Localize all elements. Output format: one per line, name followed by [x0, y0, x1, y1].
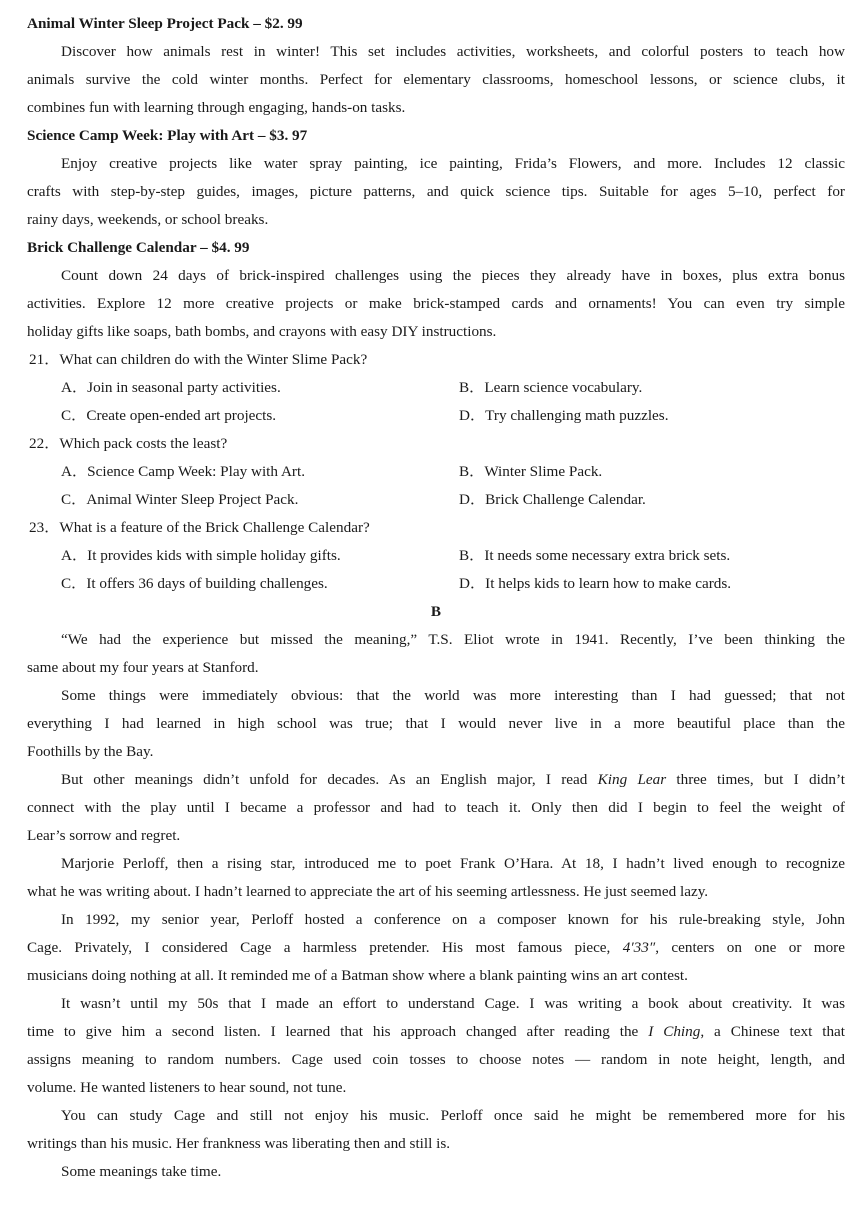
options-row — [27, 458, 845, 486]
paragraph-line: musicians doing nothing at all. It reminded me of a Batman show where a blank painting wins an art contest. — [27, 967, 688, 984]
question-stem-23: 23．What is a feature of the Brick Challenge Calendar? — [29, 519, 370, 536]
option-c: C．Create open-ended art projects. — [61, 407, 277, 424]
book-title: King Lear — [597, 771, 667, 788]
paragraph-line: In 1992, my senior year, Perloff hosted a conference on a composer known for his rule-breaking style, John — [61, 911, 845, 928]
paragraph-line: Some meanings take time. — [61, 1163, 222, 1180]
text-span: But other meanings didn’t unfold for decades. As an English major, I read — [61, 771, 598, 788]
paragraph-line: Marjorie Perloff, then a rising star, introduced me to poet Frank O’Hara. At 18, I hadn’t lived enough to recognize — [61, 855, 845, 872]
text-span: Cage. Privately, I considered Cage a harmless pretender. His most famous piece, — [27, 939, 623, 956]
paragraph-line: “We had the experience but missed the meaning,” T.S. Eliot wrote in 1941. Recently, I’ve been thinking the — [61, 631, 845, 648]
paragraph-line: everything I had learned in high school was true; that I would never live in a more beautiful place than the — [27, 715, 845, 732]
option-c: C．It offers 36 days of building challenges. — [61, 575, 328, 592]
text-span: , centers on one or more — [655, 939, 845, 956]
option-a: A．Science Camp Week: Play with Art. — [61, 463, 305, 480]
question-stem-22: 22．Which pack costs the least? — [29, 435, 228, 452]
paragraph-line: Some things were immediately obvious: that the world was more interesting than I had guessed; that not — [61, 687, 845, 704]
options-row — [27, 542, 845, 570]
paragraph-line: Discover how animals rest in winter! This set includes activities, worksheets, and colorful posters to teach how — [61, 43, 845, 60]
paragraph-line: animals survive the cold winter months. Perfect for elementary classrooms, homeschool lessons, or science clubs, it — [27, 71, 845, 88]
paragraph-line: Lear’s sorrow and regret. — [27, 827, 181, 844]
paragraph-line: holiday gifts like soaps, bath bombs, and crayons with easy DIY instructions. — [27, 323, 497, 340]
paragraph-line: Count down 24 days of brick-inspired challenges using the pieces they already have in boxes, plus extra bonus — [61, 267, 845, 284]
paragraph-line: writings than his music. Her frankness was liberating then and still is. — [27, 1135, 451, 1152]
paragraph-line: It wasn’t until my 50s that I made an effort to understand Cage. I was writing a book about creativity. It was — [61, 995, 845, 1012]
paragraph-line: connect with the play until I became a professor and had to teach it. Only then did I begin to feel the weight of — [27, 799, 845, 816]
text-span: three times, but I didn’t — [666, 771, 845, 788]
paragraph-line: what he was writing about. I hadn’t learned to appreciate the art of his seeming artlessness. He just seemed lazy. — [27, 883, 709, 900]
option-c: C．Animal Winter Sleep Project Pack. — [61, 491, 299, 508]
book-title: I Ching — [648, 1023, 701, 1040]
option-d: D．Brick Challenge Calendar. — [459, 491, 646, 508]
product-heading-brick-calendar: Brick Challenge Calendar – $4. 99 — [27, 239, 250, 256]
option-a: A．It provides kids with simple holiday gifts. — [61, 547, 341, 564]
options-row — [27, 570, 845, 598]
paragraph-line — [27, 1018, 845, 1046]
option-b: B．It needs some necessary extra brick sets. — [459, 547, 731, 564]
option-b: B．Winter Slime Pack. — [459, 463, 603, 480]
options-row — [27, 374, 845, 402]
option-d: D．It helps kids to learn how to make cards. — [459, 575, 732, 592]
text-span: , a Chinese text that — [700, 1023, 845, 1040]
option-a: A．Join in seasonal party activities. — [61, 379, 281, 396]
paragraph-line: assigns meaning to random numbers. Cage used coin tosses to choose notes — random in note height, length, and — [27, 1051, 845, 1068]
paragraph-line: rainy days, weekends, or school breaks. — [27, 211, 269, 228]
paragraph-line: same about my four years at Stanford. — [27, 659, 259, 676]
product-heading-science-camp: Science Camp Week: Play with Art – $3. 97 — [27, 127, 308, 144]
paragraph-line: combines fun with learning through engaging, hands-on tasks. — [27, 99, 406, 116]
option-b: B．Learn science vocabulary. — [459, 379, 643, 396]
paragraph-line — [27, 766, 845, 794]
exam-page — [27, 10, 845, 1186]
options-row — [27, 402, 845, 430]
paragraph-line: Enjoy creative projects like water spray painting, ice painting, Frida’s Flowers, and more. Includes 12 classic — [61, 155, 845, 172]
paragraph-line: You can study Cage and still not enjoy his music. Perloff once said he might be remembered more for his — [61, 1107, 845, 1124]
question-stem-21: 21．What can children do with the Winter Slime Pack? — [29, 351, 368, 368]
passage-label: B — [430, 603, 442, 620]
paragraph-line: activities. Explore 12 more creative projects or make brick-stamped cards and ornaments! You can even try simple — [27, 295, 845, 312]
piece-title: 4′33″ — [622, 939, 656, 956]
product-heading-animal-winter-sleep: Animal Winter Sleep Project Pack – $2. 99 — [27, 15, 303, 32]
paragraph-line — [27, 934, 845, 962]
paragraph-line: Foothills by the Bay. — [27, 743, 154, 760]
text-span: time to give him a second listen. I learned that his approach changed after reading the — [27, 1023, 649, 1040]
options-row — [27, 486, 845, 514]
paragraph-line: volume. He wanted listeners to hear sound, not tune. — [27, 1079, 347, 1096]
paragraph-line: crafts with step-by-step guides, images, picture patterns, and quick science tips. Suitable for ages 5–10, perfect for — [27, 183, 845, 200]
option-d: D．Try challenging math puzzles. — [459, 407, 669, 424]
